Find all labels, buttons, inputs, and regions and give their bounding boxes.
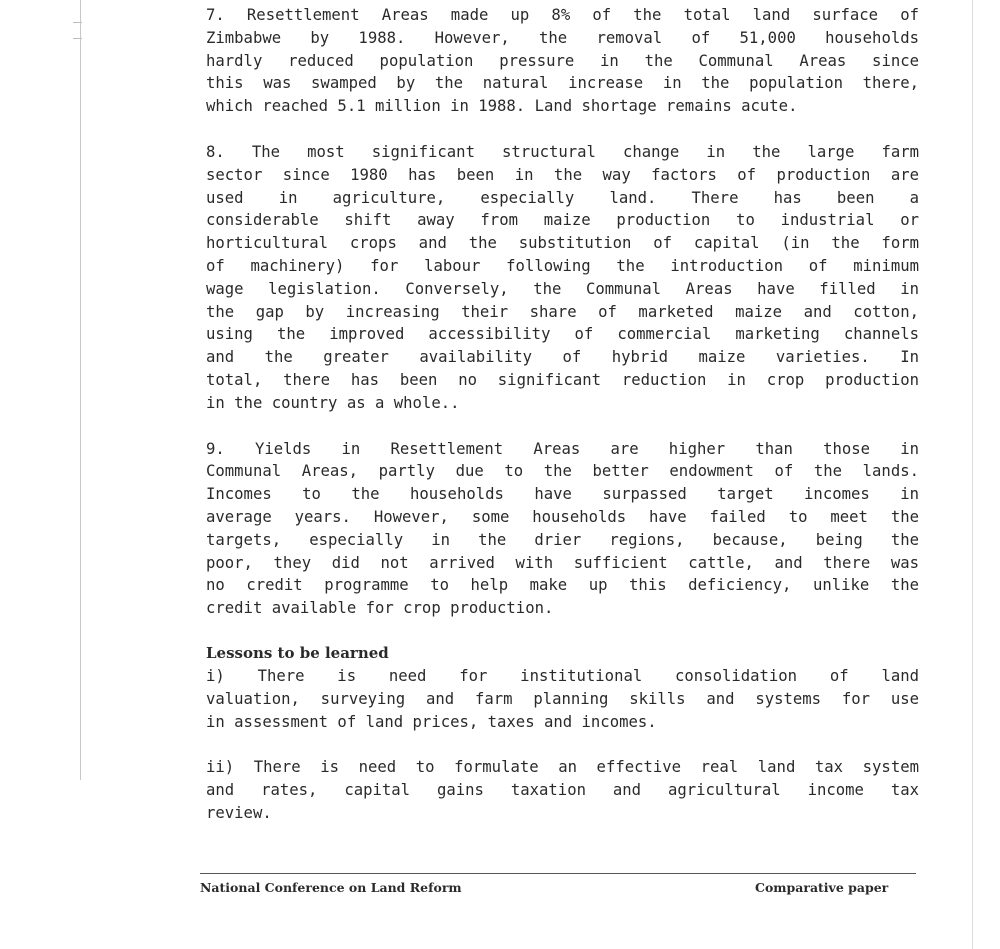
text-line: of machinery) for labour following the introduction of minimum [206, 256, 919, 275]
lessons-heading: Lessons to be learned [206, 643, 389, 662]
paragraph-8 [206, 141, 919, 415]
footer-paper-type: Comparative paper [755, 880, 889, 895]
text-line: the gap by increasing their share of marketed maize and cotton, [206, 302, 919, 321]
text-line: sector since 1980 has been in the way factors of production are [206, 165, 919, 184]
scan-margin-line-right [972, 0, 973, 949]
text-line: in assessment of land prices, taxes and incomes. [206, 712, 657, 731]
scan-mark [73, 22, 82, 23]
paragraph-7 [206, 4, 919, 118]
text-line: Communal Areas, partly due to the better endowment of the lands. [206, 462, 919, 481]
scan-mark [73, 38, 82, 39]
text-line: 8. The most significant structural change in the large farm [206, 142, 919, 161]
text-line: and the greater availability of hybrid maize varieties. In [206, 348, 919, 367]
lesson-item-1 [206, 665, 919, 733]
text-line: hardly reduced population pressure in the Communal Areas since [206, 51, 919, 70]
lesson-item-2 [206, 756, 919, 824]
text-line: valuation, surveying and farm planning skills and systems for use [206, 689, 919, 708]
text-line: ii) There is need to formulate an effective real land tax system [206, 758, 919, 777]
text-line: review. [206, 803, 272, 822]
text-line: 7. Resettlement Areas made up 8% of the total land surface of [206, 6, 919, 24]
text-line: Zimbabwe by 1988. However, the removal of 51,000 households [206, 28, 919, 47]
document-body [206, 4, 919, 825]
footer-rule [200, 873, 916, 874]
text-line: i) There is need for institutional consolidation of land [206, 666, 919, 685]
text-line: credit available for crop production. [206, 599, 554, 618]
text-line: this was swamped by the natural increase in the population there, [206, 74, 919, 93]
text-line: no credit programme to help make up this deficiency, unlike the [206, 576, 919, 595]
text-line: Incomes to the households have surpassed target incomes in [206, 485, 919, 504]
text-line: wage legislation. Conversely, the Communal Areas have filled in [206, 279, 919, 298]
text-line: considerable shift away from maize production to industrial or [206, 211, 919, 230]
text-line: using the improved accessibility of commercial marketing channels [206, 325, 919, 344]
scan-margin-line-left [80, 0, 81, 780]
text-line: used in agriculture, especially land. There has been a [206, 188, 919, 207]
text-line: 9. Yields in Resettlement Areas are higher than those in [206, 439, 919, 458]
footer-conference-name: National Conference on Land Reform [200, 880, 462, 895]
paragraph-9 [206, 438, 919, 620]
text-line: which reached 5.1 million in 1988. Land shortage remains acute. [206, 97, 798, 116]
text-line: total, there has been no significant reduction in crop production [206, 370, 919, 389]
text-line: average years. However, some households have failed to meet the [206, 507, 919, 526]
text-line: in the country as a whole.. [206, 393, 460, 412]
text-line: horticultural crops and the substitution of capital (in the form [206, 234, 919, 253]
text-line: targets, especially in the drier regions, because, being the [206, 530, 919, 549]
text-line: poor, they did not arrived with sufficient cattle, and there was [206, 553, 919, 572]
text-line: and rates, capital gains taxation and agricultural income tax [206, 781, 919, 800]
